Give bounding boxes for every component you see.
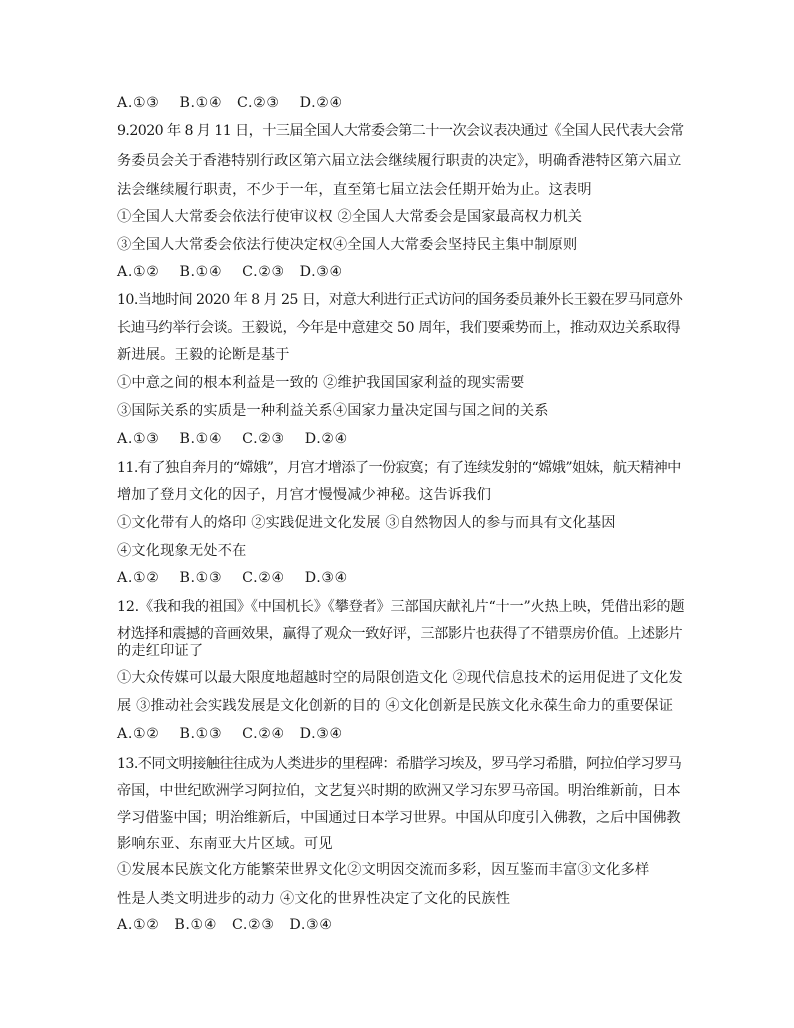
- q11-stem-line-1: 11.有了独自奔月的“嫦娥”，月宫才增添了一份寂寞；有了连续发射的“嫦娥”姐妹，航天精神中: [117, 460, 681, 476]
- q12-stem-line-1: 12.《我和我的祖国》《中国机长》《攀登者》三部国庆献礼片“十一”火热上映，凭借出彩的题: [117, 599, 685, 615]
- q11-statements-line-1: ①文化带有人的烙印 ②实践促进文化发展 ③自然物因人的参与而具有文化基因: [117, 515, 616, 531]
- q13-stem-line-3: 学习借鉴中国；明治维新后，中国通过日本学习世界。中国从印度引入佛教，之后中国佛教: [117, 810, 681, 826]
- q13-statements-line-1: ①发展本民族文化方能繁荣世界文化②文明因交流而多彩，因互鉴而丰富③文化多样: [117, 862, 650, 878]
- q12-statements-line-2: 展 ③推动社会实践发展是文化创新的目的 ④文化创新是民族文化永葆生命力的重要保证: [117, 698, 674, 714]
- q10-statements-line-2: ③国际关系的实质是一种利益关系④国家力量决定国与国之间的关系: [117, 403, 549, 419]
- q12-options: A.①② B.①③ C.②④ D.③④: [117, 726, 343, 742]
- q13-stem-line-2: 帝国，中世纪欧洲学习阿拉伯，文艺复兴时期的欧洲又学习东罗马帝国。明治维新前，日本: [117, 783, 681, 799]
- q10-stem-line-3: 新进展。王毅的论断是基于: [117, 347, 290, 363]
- q9-options: A.①② B.①④ C.②③ D.③④: [117, 264, 343, 280]
- q9-stem-line-3: 法会继续履行职责，不少于一年，直至第七届立法会任期开始为止。这表明: [117, 182, 592, 198]
- q8-options: A.①③ B.①④ C.②③ D.②④: [117, 95, 343, 111]
- q9-statements-line-1: ①全国人大常委会依法行使审议权 ②全国人大常委会是国家最高权力机关: [117, 209, 583, 225]
- q9-statements-line-2: ③全国人大常委会依法行使决定权④全国人大常委会坚持民主集中制原则: [117, 237, 578, 253]
- q11-stem-line-2: 增加了登月文化的因子，月宫才慢慢减少神秘。这告诉我们: [117, 487, 492, 503]
- q11-options: A.①② B.①③ C.②④ D.③④: [117, 570, 348, 586]
- q9-stem-line-2: 务委员会关于香港特别行政区第六届立法会继续履行职责的决定》，明确香港特区第六届立: [117, 153, 682, 169]
- q13-stem-line-1: 13.不同文明接触往往成为人类进步的里程碑：希腊学习埃及，罗马学习希腊，阿拉伯学习罗马: [117, 756, 682, 772]
- q12-stem-line-3: 的走红印证了: [117, 643, 204, 659]
- q10-stem-line-2: 长迪马约举行会谈。王毅说，今年是中意建交 50 周年，我们要乘势而上，推动双边关系取得: [117, 320, 681, 336]
- q10-stem-line-1: 10.当地时间 2020 年 8 月 25 日，对意大利进行正式访问的国务委员兼外长王毅在罗马同意外: [117, 292, 683, 308]
- q12-stem-line-2: 材选择和震撼的音画效果，赢得了观众一致好评，三部影片也获得了不错票房价值。上述影片: [117, 626, 683, 642]
- q12-statements-line-1: ①大众传媒可以最大限度地超越时空的局限创造文化 ②现代信息技术的运用促进了文化发: [117, 670, 683, 686]
- q11-statements-line-2: ④文化现象无处不在: [117, 543, 247, 559]
- q13-stem-line-4: 影响东亚、东南亚大片区域。可见: [117, 836, 333, 852]
- q13-statements-line-2: 性是人类文明进步的动力 ④文化的世界性决定了文化的民族性: [117, 891, 511, 907]
- q10-statements-line-1: ①中意之间的根本利益是一致的 ②维护我国国家利益的现实需要: [117, 375, 525, 391]
- q13-options: A.①② B.①④ C.②③ D.③④: [117, 917, 333, 933]
- q10-options: A.①③ B.①④ C.②③ D.②④: [117, 431, 348, 447]
- q9-stem-line-1: 9.2020 年 8 月 11 日，十三届全国人大常委会第二十一次会议表决通过《全国人民代表大会常: [117, 123, 684, 139]
